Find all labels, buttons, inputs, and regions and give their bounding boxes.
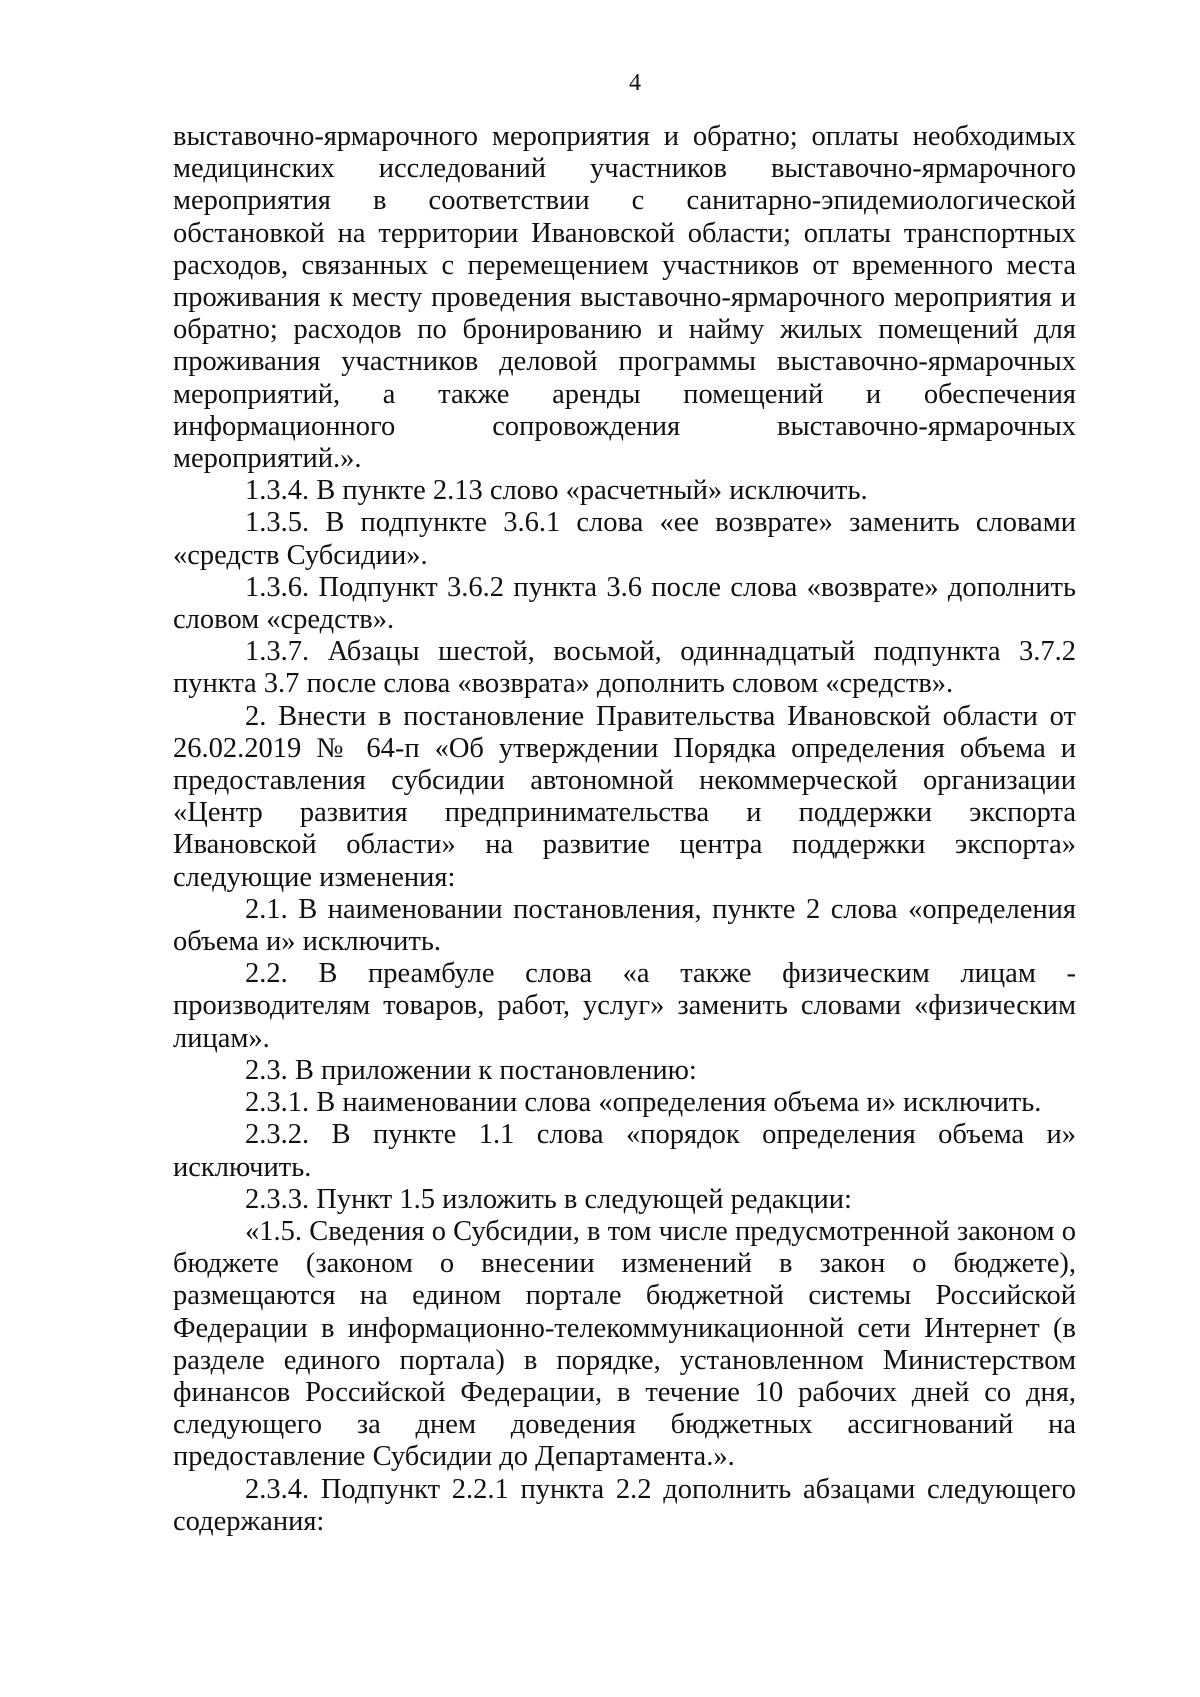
- paragraph-2-1: 2.1. В наименовании постановления, пункте 2 слова «определения объема и» исключить.: [173, 893, 1076, 958]
- paragraph-1-3-4: 1.3.4. В пункте 2.13 слово «расчетный» исключить.: [245, 475, 868, 507]
- paragraph-1-3-7: 1.3.7. Абзацы шестой, восьмой, одиннадцатый подпункта 3.7.2 пункта 3.7 после слова «возврата» дополнить словом «средств».: [173, 636, 1076, 700]
- paragraph-2-3-1: 2.3.1. В наименовании слова «определения объема и» исключить.: [245, 1087, 1042, 1119]
- paragraph-2: 2. Внести в постановление Правительства Ивановской области от 26.02.2019 № 64-п «Об утверждении Порядка определения объема и предоставления субсидии автономной некоммерческой организации «Центр развития предпринимательства и поддержки экспорта Ивановской области» на развитие центра поддержки экспорта» следующие изменения:: [173, 700, 1076, 893]
- paragraph-2-3-4: 2.3.4. Подпункт 2.2.1 пункта 2.2 дополнить абзацами следующего содержания:: [173, 1473, 1076, 1537]
- paragraph-1-5-quote: «1.5. Сведения о Субсидии, в том числе предусмотренной законом о бюджете (законом о внесении изменений в закон о бюджете), размещаются на едином портале бюджетной системы Российской Федерации в информационно-телекоммуникационной сети Интернет (в разделе единого портала) в порядке, установленном Министерством финансов Российской Федерации, в течение 10 рабочих дней со дня, следующего за днем доведения бюджетных ассигнований на предоставление Субсидии до Департамента.».: [173, 1215, 1076, 1473]
- paragraph-2-3-3: 2.3.3. Пункт 1.5 изложить в следующей редакции:: [245, 1183, 852, 1215]
- paragraph-2-3: 2.3. В приложении к постановлению:: [245, 1054, 697, 1086]
- page-number: 4: [629, 70, 641, 96]
- paragraph-2-2: 2.2. В преамбуле слова «а также физическим лицам - производителям товаров, работ, услуг» заменить словами «физическим лицам».: [173, 958, 1076, 1054]
- paragraph-continuation: выставочно-ярмарочного мероприятия и обратно; оплаты необходимых медицинских исследований участников выставочно-ярмарочного мероприятия в соответствии с санитарно-эпидемиологической обстановкой на территории Ивановской области; оплаты транспортных расходов, связанных с перемещением участников от временного места проживания к месту проведения выставочно-ярмарочного мероприятия и обратно; расходов по бронированию и найму жилых помещений для проживания участников деловой программы выставочно-ярмарочных мероприятий, а также аренды помещений и обеспечения информационного сопровождения выставочно-ярмарочных мероприятий.».: [173, 121, 1076, 475]
- paragraph-1-3-5: 1.3.5. В подпункте 3.6.1 слова «ее возврате» заменить словами «средств Субсидии».: [173, 507, 1076, 571]
- paragraph-1-3-6: 1.3.6. Подпункт 3.6.2 пункта 3.6 после слова «возврате» дополнить словом «средств».: [173, 571, 1076, 636]
- paragraph-2-3-2: 2.3.2. В пункте 1.1 слова «порядок определения объема и» исключить.: [173, 1119, 1076, 1183]
- document-body: [173, 121, 1076, 1538]
